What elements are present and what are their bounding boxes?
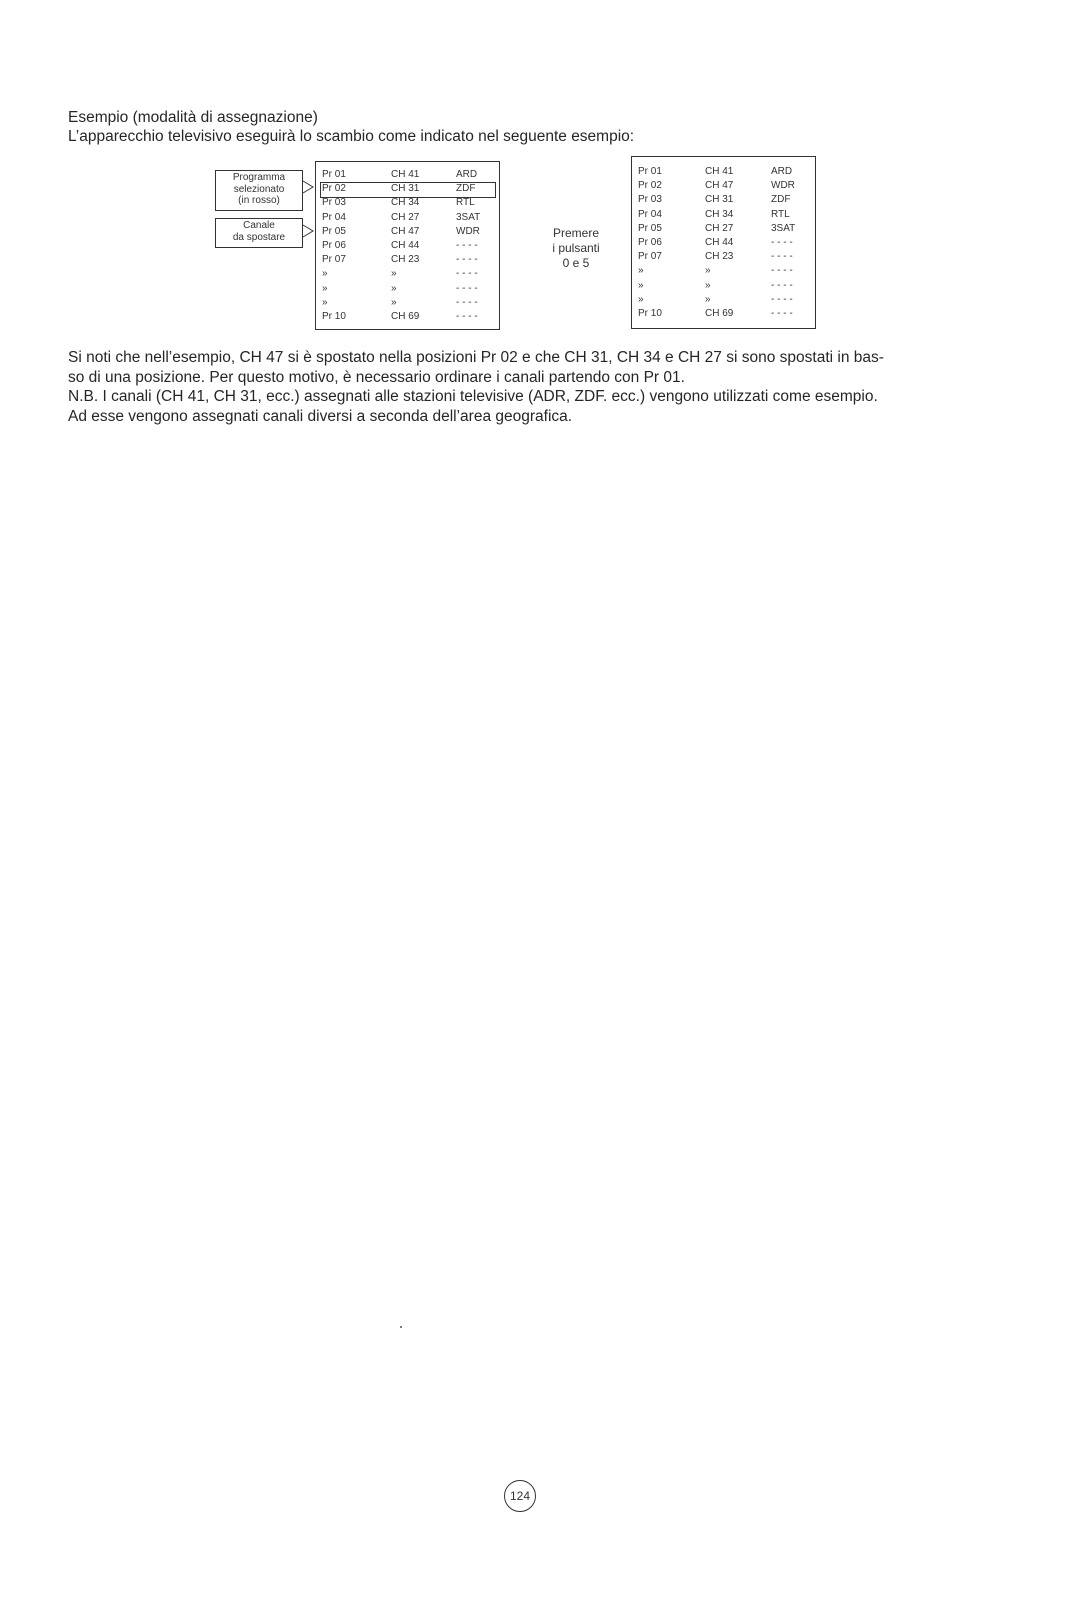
channel-number: »	[705, 279, 711, 291]
station-name: 3SAT	[456, 211, 481, 223]
station-name: - - - -	[771, 237, 793, 248]
station-name: - - - -	[771, 279, 793, 291]
program-number: Pr 03	[638, 194, 662, 206]
station-name: ARD	[771, 166, 793, 177]
note-line3: N.B. I canali (CH 41, CH 31, ecc.) assegnati alle stazioni televisive (ADR, ZDF. ecc.) vengono utilizzati come esempio.	[68, 388, 878, 405]
note-line4: Ad esse vengono assegnati canali diversi a seconda dell’area geografica.	[68, 407, 573, 425]
program-number: Pr 02	[638, 180, 662, 192]
program-number: »	[322, 282, 328, 294]
callout-move-arrow-icon	[302, 224, 314, 238]
channel-row	[316, 267, 499, 281]
channel-row	[632, 236, 815, 250]
channel-row	[632, 208, 815, 222]
program-number: Pr 07	[322, 254, 346, 266]
channel-row	[632, 179, 815, 193]
program-number: Pr 10	[638, 308, 662, 319]
explanatory-note	[68, 348, 1018, 426]
channel-row	[316, 239, 499, 253]
program-number: Pr 06	[322, 240, 346, 251]
program-number: »	[638, 279, 644, 291]
channel-row	[632, 264, 815, 278]
station-name: ZDF	[456, 183, 476, 195]
example-description: L’apparecchio televisivo eseguirà lo scambio come indicato nel seguente esempio:	[68, 128, 635, 145]
program-number: »	[322, 268, 328, 280]
channel-number: CH 47	[705, 180, 734, 192]
channel-row	[316, 225, 499, 239]
example-heading: Esempio (modalità di assegnazione)	[68, 109, 318, 126]
channel-number: CH 34	[391, 197, 420, 209]
intro-text	[68, 108, 634, 146]
instruction-line2: i pulsanti	[552, 241, 600, 255]
channel-row	[632, 293, 815, 307]
station-name: RTL	[456, 197, 475, 209]
channel-row	[632, 307, 815, 321]
station-name: - - - -	[771, 293, 793, 305]
callout-selected-line1: Programma	[232, 172, 286, 183]
program-number: »	[638, 293, 644, 305]
station-name: - - - -	[456, 296, 478, 308]
callout-selected-arrow-icon	[302, 180, 314, 194]
program-number: Pr 05	[322, 225, 346, 237]
station-name: WDR	[771, 180, 795, 192]
channel-row	[316, 310, 499, 324]
program-number: Pr 07	[638, 251, 662, 263]
channel-row	[316, 296, 499, 310]
stray-dot	[400, 1326, 402, 1328]
channel-number: CH 41	[705, 166, 734, 177]
channel-row	[316, 282, 499, 296]
station-name: ARD	[456, 169, 478, 180]
program-number: Pr 06	[638, 237, 662, 248]
channel-row	[316, 211, 499, 225]
program-number: Pr 02	[322, 183, 346, 195]
channel-number: »	[391, 268, 397, 280]
channel-number: CH 41	[391, 169, 420, 180]
channel-row	[632, 165, 815, 179]
station-name: - - - -	[456, 282, 478, 294]
program-number: Pr 05	[638, 222, 662, 234]
channel-number: CH 23	[391, 254, 420, 266]
channel-row	[632, 279, 815, 293]
channel-number: CH 31	[391, 183, 420, 195]
channel-number: CH 23	[705, 251, 734, 263]
program-number: »	[638, 265, 644, 277]
station-name: - - - -	[456, 240, 478, 251]
channel-number: CH 44	[705, 237, 734, 248]
station-name: - - - -	[771, 251, 793, 263]
callout-move-line1: Canale	[243, 220, 275, 231]
channel-row	[316, 196, 499, 210]
channel-number: CH 27	[391, 211, 420, 223]
program-number: Pr 01	[322, 169, 346, 180]
station-name: - - - -	[456, 254, 478, 266]
instruction-line1: Premere	[552, 226, 599, 240]
channel-list-before	[315, 161, 500, 330]
station-name: ZDF	[771, 194, 791, 206]
note-line2: so di una posizione. Per questo motivo, è necessario ordinare i canali partendo con Pr 01.	[68, 368, 685, 386]
station-name: 3SAT	[771, 222, 796, 234]
channel-number: »	[391, 296, 397, 308]
station-name: - - - -	[456, 311, 478, 322]
channel-list-after	[631, 156, 816, 329]
program-number: Pr 10	[322, 311, 346, 322]
channel-row	[316, 168, 499, 182]
channel-number: »	[705, 265, 711, 277]
channel-row	[316, 253, 499, 267]
program-number: »	[322, 296, 328, 308]
callout-move-line2: da spostare	[232, 231, 286, 243]
channel-number: CH 31	[705, 194, 734, 206]
station-name: WDR	[456, 225, 480, 237]
callout-selected-line2: selezionato	[233, 183, 285, 195]
channel-row	[632, 222, 815, 236]
channel-number: CH 69	[705, 308, 734, 319]
channel-number: CH 34	[705, 208, 734, 220]
callout-channel-to-move	[215, 218, 303, 248]
note-line1: Si noti che nell’esempio, CH 47 si è spostato nella posizioni Pr 02 e che CH 31, CH 34 e CH 27 si sono spostati in bas-	[68, 349, 884, 366]
station-name: - - - -	[771, 308, 793, 319]
station-name: - - - -	[771, 265, 793, 277]
channel-number: »	[705, 293, 711, 305]
channel-row	[632, 250, 815, 264]
program-number: Pr 03	[322, 197, 346, 209]
station-name: RTL	[771, 208, 790, 220]
channel-number: CH 44	[391, 240, 420, 251]
channel-row	[632, 193, 815, 207]
instruction-line3: 0 e 5	[562, 256, 590, 270]
channel-number: CH 27	[705, 222, 734, 234]
callout-selected-line3: (in rosso)	[238, 195, 280, 206]
channel-number: »	[391, 282, 397, 294]
page-number: 124	[504, 1480, 536, 1512]
callout-selected-program	[215, 170, 303, 211]
channel-number: CH 47	[391, 225, 420, 237]
program-number: Pr 04	[322, 211, 346, 223]
instruction-text	[528, 226, 624, 271]
program-number: Pr 01	[638, 166, 662, 177]
station-name: - - - -	[456, 268, 478, 280]
channel-row	[316, 182, 499, 196]
channel-number: CH 69	[391, 311, 420, 322]
program-number: Pr 04	[638, 208, 662, 220]
